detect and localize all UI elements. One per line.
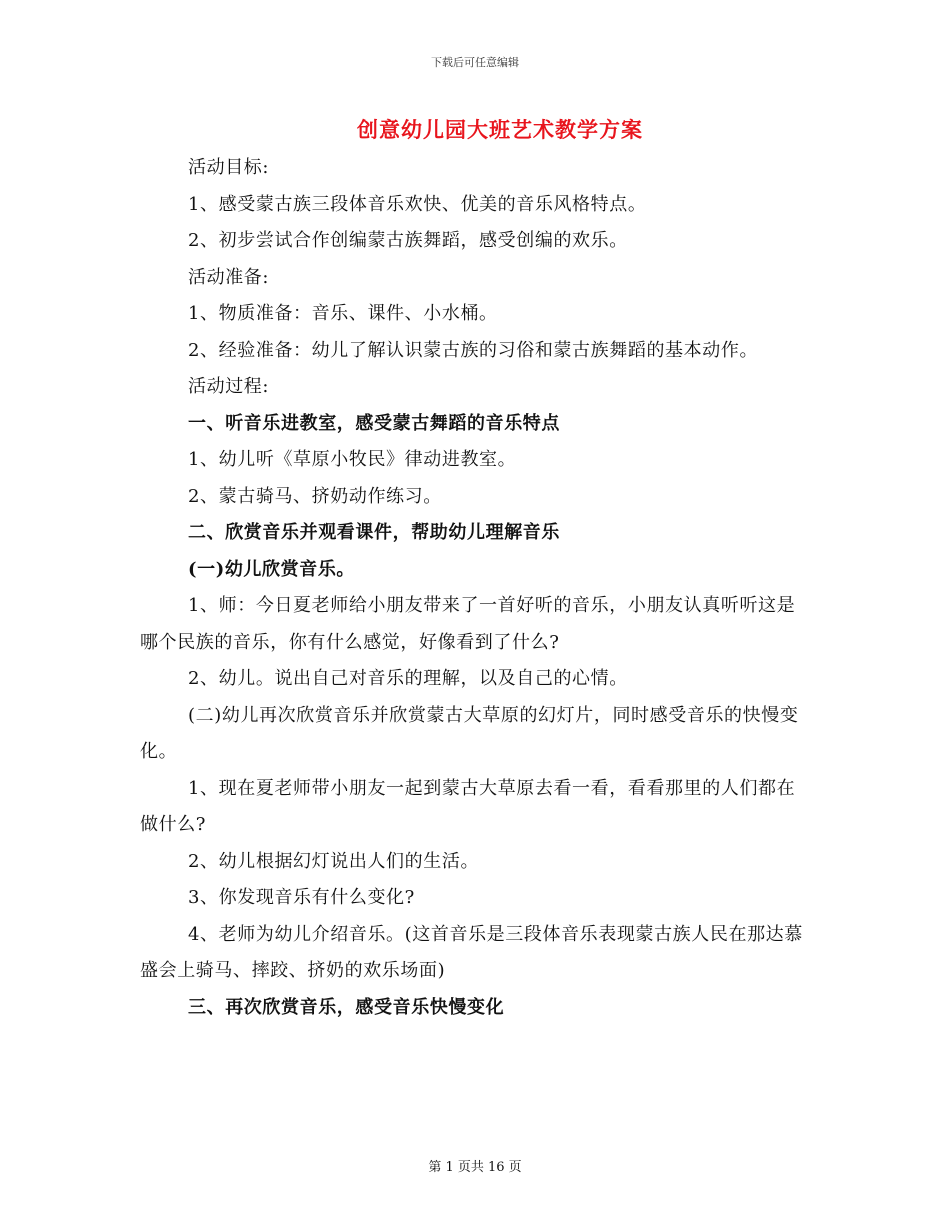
paragraph-process-heading: 活动过程: [188,376,270,397]
document-body [140,150,808,1026]
header-note: 下载后可任意编辑 [431,56,519,69]
section-heading-1: 一、听音乐进教室，感受蒙古舞蹈的音乐特点 [188,412,560,434]
paragraph-objective-2: 2、初步尝试合作创编蒙古族舞蹈，感受创编的欢乐。 [188,230,628,251]
paragraph-step-1-1: 1、幼儿听《草原小牧民》律动进教室。 [188,449,517,470]
paragraph-preparation-1: 1、物质准备：音乐、课件、小水桶。 [188,303,498,324]
paragraph-objectives-heading: 活动目标: [188,157,270,178]
paragraph-step-2-2-2: 2、幼儿根据幻灯说出人们的生活。 [188,850,480,872]
section-heading-3: 三、再次欣赏音乐，感受音乐快慢变化 [188,996,505,1018]
paragraph-step-2-2-3: 3、你发现音乐有什么变化? [188,887,415,908]
page-number: 第 1 页共 16 页 [428,1160,522,1175]
paragraph-preparation-heading: 活动准备: [188,266,270,288]
paragraph-step-2-1-1: 1、师：今日夏老师给小朋友带来了一首好听的音乐，小朋友认真听听这是哪个民族的音乐，你有什么感觉，好像看到了什么? [140,595,796,653]
paragraph-objective-1: 1、感受蒙古族三段体音乐欢快、优美的音乐风格特点。 [188,193,647,215]
paragraph-step-2-2-4: 4、老师为幼儿介绍音乐。(这首音乐是三段体音乐表现蒙古族人民在那达慕盛会上骑马、摔跤、挤奶的欢乐场面) [140,923,803,981]
subsection-heading-2-2: (二)幼儿再次欣赏音乐并欣赏蒙古大草原的幻灯片，同时感受音乐的快慢变化。 [140,704,799,762]
paragraph-step-1-2: 2、蒙古骑马、挤奶动作练习。 [188,485,442,507]
section-heading-2: 二、欣赏音乐并观看课件，帮助幼儿理解音乐 [188,522,560,543]
paragraph-step-2-2-1: 1、现在夏老师带小朋友一起到蒙古大草原去看一看，看看那里的人们都在做什么? [140,777,796,835]
paragraph-preparation-2: 2、经验准备：幼儿了解认识蒙古族的习俗和蒙古族舞蹈的基本动作。 [188,339,759,361]
subsection-heading-2-1: (一)幼儿欣赏音乐。 [188,558,356,580]
document-title: 创意幼儿园大班艺术教学方案 [357,117,643,142]
paragraph-step-2-1-2: 2、幼儿。说出自己对音乐的理解，以及自己的心情。 [188,668,628,689]
